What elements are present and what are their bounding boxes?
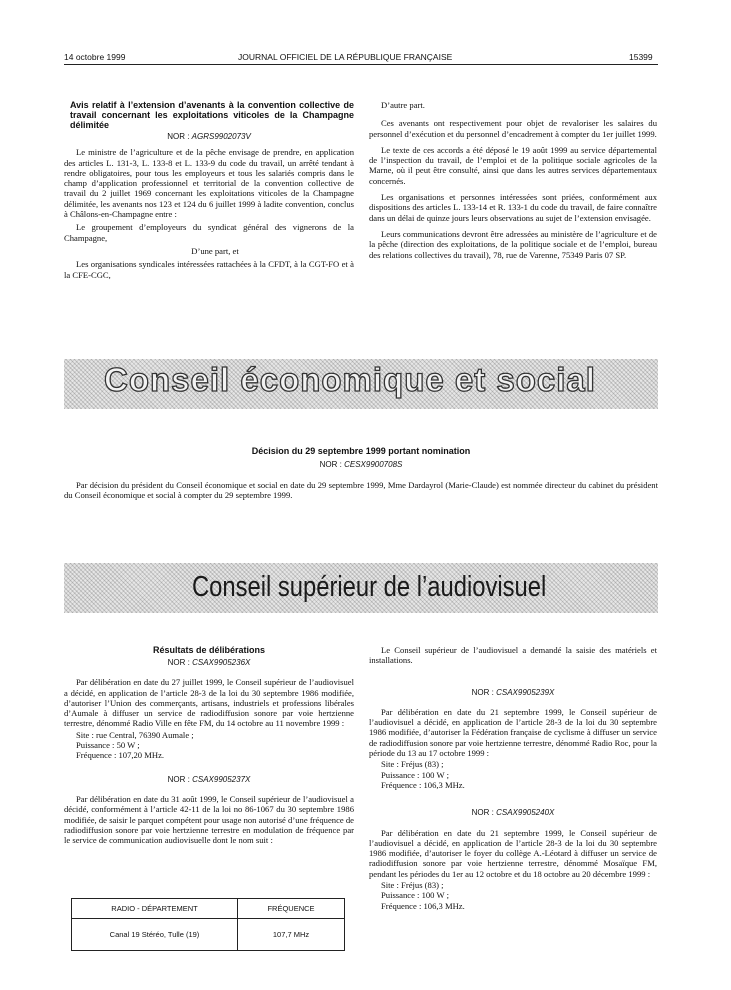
table-cell-radio: Canal 19 Stéréo, Tulle (19) bbox=[72, 919, 238, 950]
ces-paragraph: Par décision du président du Conseil économique et social en date du 29 septembre 1999, Mme Dardayrol (Marie-Claude) est nommée directeur du cabinet du président du Conseil économique et social à compter du 29 septembre 1999. bbox=[64, 480, 658, 501]
table-header-frequence: FRÉQUENCE bbox=[267, 904, 315, 913]
csa-site: Site : Fréjus (83) ; bbox=[381, 880, 444, 891]
csa-right-column bbox=[369, 645, 657, 914]
avis-paragraph: Le ministre de l’agriculture et de la pêche envisage de prendre, en application des articles L. 131-3, L. 133-8 et L. 133-9 du code du travail, un arrêté tendant à rendre obligatoires, pour tous les employeurs et tous les salariés compris dans le champ d’application professionnel et territorial de la convention collective de travail du 2 juillet 1969 concernant les exploitations viticoles de la Champagne délimitée, les avenants nos 123 et 124 du 6 juillet 1999 à ladite convention, conclus à Châlons-en-Champagne entre : bbox=[64, 147, 354, 220]
avis-paragraph: Ces avenants ont respectivement pour objet de revaloriser les salaires du personnel d’exécution et du personnel d’encadrement à compter du 1er juillet 1999. bbox=[369, 118, 657, 139]
radio-table bbox=[71, 898, 345, 951]
avis-paragraph: D’une part, et bbox=[191, 245, 239, 256]
table-header-radio: RADIO - DÉPARTEMENT bbox=[72, 899, 238, 918]
csa-paragraph: Par délibération en date du 21 septembre 1999, le Conseil supérieur de l’audiovisuel a décidé, en application de l’article 28-3 de la loi du 30 septembre 1986 modifiée, d’autoriser le foyer du collège A.-Léotard à diffuser un service de radiodiffusion sonore par voie hertzienne terrestre, dénommé Mosaïque FM, pendant les périodes du 1er au 12 octobre et du 18 octobre au 20 décembre 1999 : bbox=[369, 827, 657, 879]
avis-title: Avis relatif à l’extension d’avenants à la convention collective de travail concernant les exploitations viticoles de la Champagne délimitée bbox=[70, 100, 354, 130]
header-page-number: 15399 bbox=[629, 52, 653, 62]
header-rule bbox=[64, 64, 658, 65]
header-date: 14 octobre 1999 bbox=[64, 52, 126, 62]
ces-text bbox=[64, 480, 658, 504]
csa-banner-title: Conseil supérieur de l’audiovisuel bbox=[192, 571, 547, 603]
csa-frequence: Fréquence : 106,3 MHz. bbox=[381, 779, 465, 790]
avis-left-column bbox=[64, 100, 354, 283]
csa-site: Site : Fréjus (83) ; bbox=[381, 759, 444, 770]
csa-nor-1: NOR : CSAX9905236X bbox=[167, 658, 251, 667]
table-row bbox=[72, 919, 344, 950]
avis-nor: NOR : AGRS9902073V bbox=[167, 132, 251, 141]
table-header-row bbox=[72, 899, 344, 919]
ces-decision-title: Décision du 29 septembre 1999 portant nomination bbox=[251, 446, 471, 456]
csa-site: Site : rue Central, 76390 Aumale ; bbox=[76, 729, 194, 740]
csa-puissance: Puissance : 100 W ; bbox=[381, 769, 449, 780]
csa-paragraph: Par délibération en date du 27 juillet 1999, le Conseil supérieur de l’audiovisuel a décidé, en application de l’article 28-3 de la loi du 30 septembre 1986 modifiée, d’autoriser l’Union des commerçants, artisans, industriels et professions libérales d’Aumale à diffuser un service de radiodiffusion sonore par voie hertzienne terrestre, dénommé Radio Ville en fête FM, du 14 octobre au 11 novembre 1999 : bbox=[64, 677, 354, 729]
csa-nor-3: NOR : CSAX9905239X bbox=[471, 687, 555, 697]
csa-paragraph: Par délibération en date du 21 septembre 1999, le Conseil supérieur de l’audiovisuel a décidé, en application de l’article 28-3 de la loi du 30 septembre 1986 modifiée, d’autoriser la Fédération française de cyclisme à diffuser un service de radiodiffusion sonore par voie hertzienne terrestre, dénommé Radio Roc, pour la période du 13 au 17 octobre 1999 : bbox=[369, 706, 657, 759]
avis-paragraph: Le texte de ces accords a été déposé le 19 août 1999 au service départemental de l’inspection du travail, de l’emploi et de la politique sociale agricoles de la Marne, où il peut être consulté, ainsi que dans les autres services départementaux concernés. bbox=[369, 144, 657, 186]
ces-banner bbox=[64, 359, 658, 409]
csa-frequence: Fréquence : 107,20 MHz. bbox=[76, 750, 165, 761]
avis-paragraph: Le groupement d’employeurs du syndicat général des vignerons de la Champagne, bbox=[64, 222, 354, 243]
header-journal: JOURNAL OFFICIEL DE LA RÉPUBLIQUE FRANÇAISE bbox=[238, 52, 453, 62]
csa-frequence: Fréquence : 106,3 MHz. bbox=[381, 900, 465, 911]
avis-paragraph: Leurs communications devront être adressées au ministère de l’agriculture et de la pêche (direction des exploitations, de la politique sociale et de l’emploi, bureau des relations collectives du travail), 78, rue de Varenne, 75349 Paris 07 SP. bbox=[369, 228, 657, 260]
avis-paragraph: D’autre part. bbox=[381, 100, 425, 110]
csa-title: Résultats de délibérations bbox=[152, 645, 266, 655]
csa-puissance: Puissance : 50 W ; bbox=[76, 740, 140, 751]
avis-paragraph: Les organisations syndicales intéressées rattachées à la CFDT, à la CGT-FO et à la CFE-CGC, bbox=[64, 259, 354, 280]
csa-nor-2: NOR : CSAX9905237X bbox=[167, 774, 251, 784]
avis-paragraph: Les organisations et personnes intéressées sont priées, conformément aux dispositions des articles L. 133-14 et R. 133-1 du code du travail, de faire connaître dans un délai de quinze jours leurs observations au sujet de l’extension envisagée. bbox=[369, 192, 657, 223]
csa-puissance: Puissance : 100 W ; bbox=[381, 890, 449, 901]
ces-nor: NOR : CESX9900708S bbox=[319, 460, 403, 469]
table-cell-frequence: 107,7 MHz bbox=[272, 930, 310, 939]
ces-banner-title: Conseil économique et social bbox=[104, 361, 596, 398]
csa-paragraph: Par délibération en date du 31 août 1999, le Conseil supérieur de l’audiovisuel a décidé, conformément à l’article 42-11 de la loi no 86-1067 du 30 septembre 1986 modifiée, de saisir le parquet compétent pour usage non autorisé d’une fréquence de radiodiffusion sonore par voie hertzienne terrestre en modulation de fréquence par le service de communication audiovisuelle dont le nom suit : bbox=[64, 793, 354, 846]
csa-left-column bbox=[64, 645, 354, 848]
avis-right-column bbox=[369, 100, 657, 263]
csa-paragraph: Le Conseil supérieur de l’audiovisuel a demandé la saisie des matériels et installations. bbox=[369, 645, 657, 666]
csa-nor-4: NOR : CSAX9905240X bbox=[471, 808, 555, 818]
csa-banner bbox=[64, 563, 658, 613]
